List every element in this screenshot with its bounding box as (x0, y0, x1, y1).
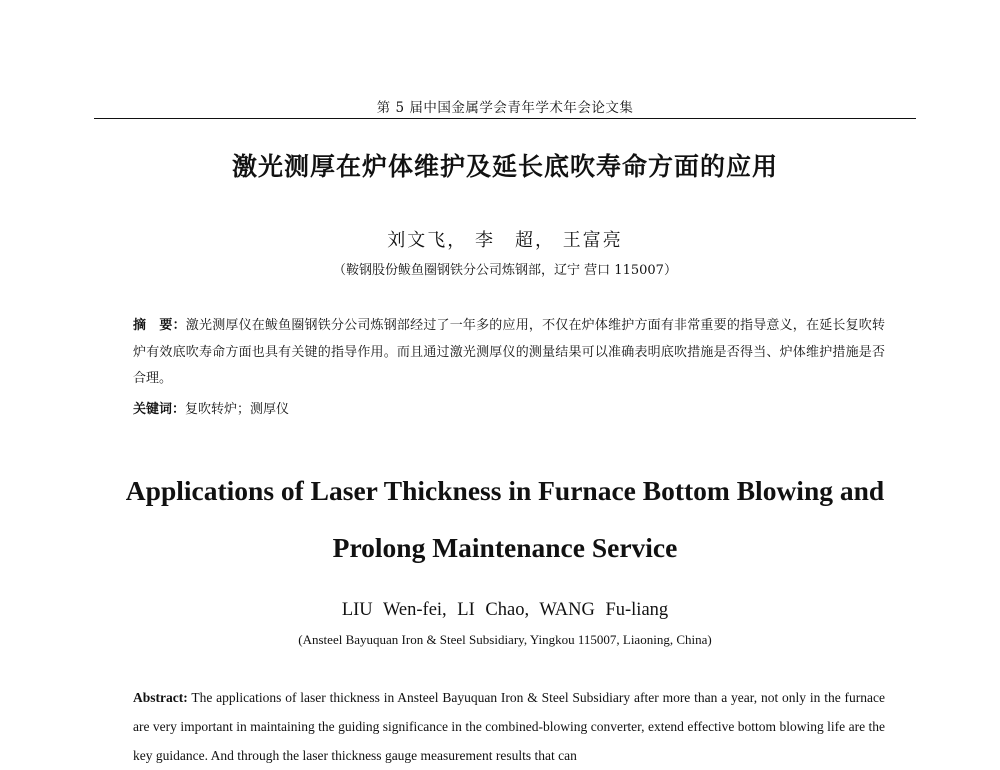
chinese-authors: 刘文飞， 李 超， 王富亮 (387, 230, 623, 251)
running-header: 第 5 届中国金属学会青年学术年会论文集 (376, 100, 634, 116)
header-rule (94, 118, 916, 119)
english-authors: LIU Wen-fei, LI Chao, WANG Fu-liang (341, 600, 669, 620)
chinese-affiliation: （鞍钢股份鲅鱼圈钢铁分公司炼钢部，辽宁 营口 115007） (333, 263, 677, 278)
chinese-title: 激光测厚在炉体维护及延长底吹寿命方面的应用 (231, 152, 778, 181)
english-title-line-1: Applications of Laser Thickness in Furnace Bottom Blowing and (125, 475, 885, 506)
chinese-keywords (133, 397, 885, 423)
chinese-keywords-text: 复吹转炉；测厚仪 (185, 402, 290, 417)
english-abstract (133, 683, 885, 770)
english-title-line-2: Prolong Maintenance Service (332, 532, 678, 563)
english-abstract-label: Abstract: (133, 690, 188, 705)
chinese-abstract (133, 313, 885, 393)
chinese-abstract-label: 摘 要： (133, 318, 186, 333)
english-abstract-text: The applications of laser thickness in Ansteel Bayuquan Iron & Steel Subsidiary after more than a year, not only in the furnace are very important in maintaining the guiding significance in the combined-blowing converter, extend effective bottom blowing life are the key guidance. And through the laser thickness gauge measurement results that can (133, 690, 885, 763)
chinese-keywords-label: 关键词： (133, 402, 186, 417)
chinese-abstract-text: 激光测厚仪在鲅鱼圈钢铁分公司炼钢部经过了一年多的应用，不仅在炉体维护方面有非常重要的指导意义，在延长复吹转炉有效底吹寿命方面也具有关键的指导作用。而且通过激光测厚仪的测量结果可以准确表明底吹措施是否得当、炉体维护措施是否合理。 (133, 318, 885, 386)
english-affiliation: (Ansteel Bayuquan Iron & Steel Subsidiary, Yingkou 115007, Liaoning, China) (298, 632, 712, 647)
english-title (94, 462, 916, 576)
